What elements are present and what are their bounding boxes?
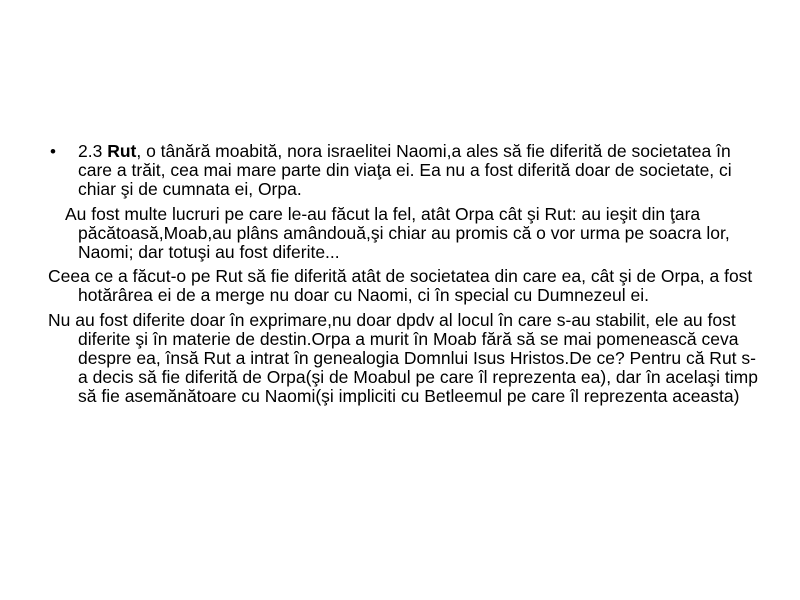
paragraph-1-bold-name: Rut (107, 141, 137, 161)
paragraph-2: Au fost multe lucruri pe care le-au făcut la fel, atât Orpa cât şi Rut: au ieşit din ţara păcătoasă,Moab,au plâns amândouă,şi chiar au promis că o vor urma pe soacra lor, Naomi; dar totuşi au fost diferite... (65, 203, 730, 263)
paragraph-3: Ceea ce a făcut-o pe Rut să fie diferită atât de societatea din care ea, cât şi de Orpa, a fost hotărârea ei de a merge nu doar cu Naomi, ci în special cu Dumnezeul ei. (48, 266, 753, 306)
slide-text-body (48, 142, 760, 412)
bullet-icon: • (50, 142, 56, 161)
paragraph-1-text: , o tânără moabită, nora israelitei Naomi,a ales să fie diferită de societatea în care a trăit, cea mai mare parte din viaţa ei. Ea nu a fost diferită doar de societate, ci chiar şi de cumnata ei, Orpa. (78, 141, 732, 200)
paragraph-1-prefix: 2.3 (78, 141, 108, 161)
paragraph-4: Nu au fost diferite doar în exprimare,nu doar dpdv al locul în care s-au stabilit, ele au fost diferite şi în materie de destin.Orpa a murit în Moab fără să se mai pomenească ceva despre ea, însă Rut a intrat în genealogia Domnlui Isus Hristos.De ce? Pentru că Rut s-a decis să fie diferită de Orpa(şi de Moabul pe care îl reprezenta ea), dar în acelaşi timp să fie asemănătoare cu Naomi(şi impliciti cu Betleemul pe care îl reprezenta aceasta) (48, 309, 758, 407)
paragraph-1 (48, 142, 760, 200)
